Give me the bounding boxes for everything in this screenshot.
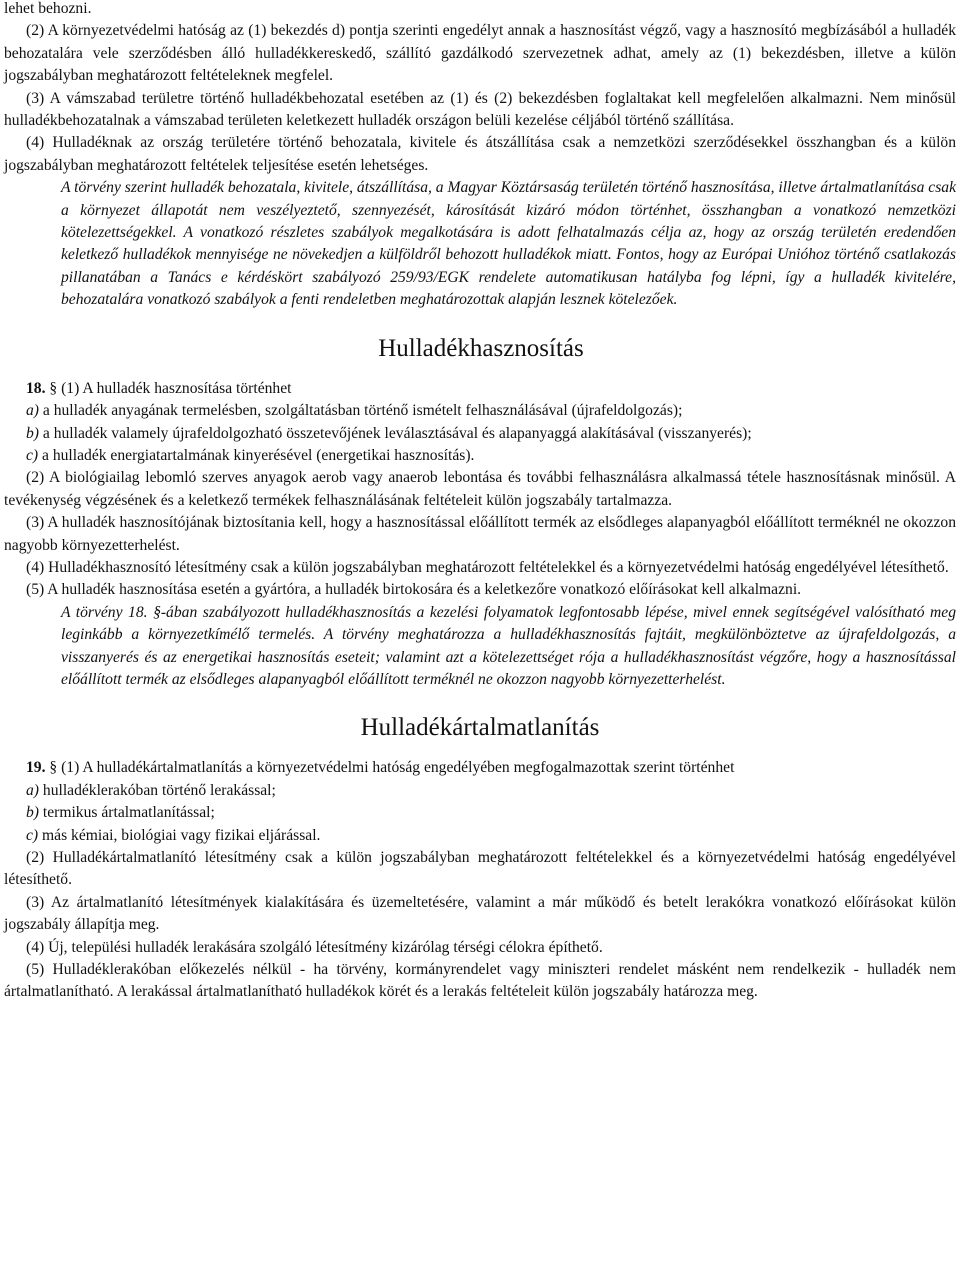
section-19-paragraph-5: (5) Hulladéklerakóban előkezelés nélkül - ha törvény, kormányrendelet vagy miniszteri rendelet másként nem rendelkezik - hulladék nem ártalmatlanítható. A lerakással ártalmatlanítható hulladékok körét és a lerakás feltételeit külön jogszabály határozza meg. xyxy=(4,961,956,1001)
section-18-item-a xyxy=(4,400,956,422)
commentary-2: A törvény 18. §-ában szabályozott hulladékhasznosítás a kezelési folyamatok legfontosabb lépése, mivel ennek segítségével valósítható meg leginkább a környezetkímélő termelés. A törvény meghatározza a hulladékhasznosítás fajtáit, megkülönböztetve az újrafeldolgozás, a visszanyerés és az energetikai hasznosítás eseteit; valamint azt a kötelezettséget rója a hulladékhasznosítást végzőre, hogy a hasznosítással előállított termék az elsődleges alapanyagból előállított terméknél ne okozzon nagyobb környezetterhelést. xyxy=(61,603,956,688)
item-label: a) xyxy=(26,402,39,420)
item-label: a) xyxy=(26,781,39,799)
item-text: a hulladék valamely újrafeldolgozható összetevőjének leválasztásával és alapanyaggá alakításával (visszanyerés); xyxy=(39,424,752,442)
section-18-paragraph-3: (3) A hulladék hasznosítójának biztosítania kell, hogy a hasznosítással előállított termék az elsődleges alapanyagból előállított terméknél ne okozzon nagyobb környezetterhelést. xyxy=(4,514,956,554)
heading-hulladekhasznositas: Hulladékhasznosítás xyxy=(378,334,584,362)
paragraph-4: (4) Hulladéknak az ország területére történő behozatala, kivitele és átszállítása csak a nemzetközi szerződésekkel összhangban és a külön jogszabályban meghatározott feltételek teljesítése esetén lehetséges. xyxy=(4,134,956,174)
section-18-intro xyxy=(4,378,956,400)
commentary-1: A törvény szerint hulladék behozatala, kivitele, átszállítása, a Magyar Köztársaság területén történő hasznosítása, illetve ártalmatlanítása csak a környezet állapotát nem veszélyeztető, szennyezését, károsítását kizáró módon történhet, összhangban a vonatkozó nemzetközi kötelezettségekkel. A vonatkozó részletes szabályok megalkotására is adott felhatalmazás célja az, hogy az ország területén eredendően keletkező hulladékok mennyisége ne növekedjen a külföldről behozott hulladékok miatt. Fontos, hogy az Európai Unióhoz történő csatlakozás pillanatában a Tanács e kérdéskört szabályozó 259/93/EGK rendelete automatikusan hatályba fog lépni, így a hulladék kivitelére, behozatalára vonatkozó szabályok a fenti rendeletben meghatározottak alapján lesznek kötelezőek. xyxy=(61,179,956,309)
paragraph-2: (2) A környezetvédelmi hatóság az (1) bekezdés d) pontja szerinti engedélyt annak a hasznosítást végző, vagy a hasznosító megbízásából a hulladék behozatalára vele szerződésben álló hulladékkereskedő, szállító gazdálkodó szervezetnek adhat, amely az (1) bekezdésben, illetve a külön jogszabályban meghatározott feltételeknek megfelel. xyxy=(4,22,956,85)
item-label: b) xyxy=(26,804,39,822)
item-text: termikus ártalmatlanítással; xyxy=(39,804,215,822)
item-text: más kémiai, biológiai vagy fizikai eljárással. xyxy=(38,826,321,844)
item-text: a hulladék anyagának termelésben, szolgáltatásban történő ismételt felhasználásával (újrafeldolgozás); xyxy=(39,402,683,420)
section-19-item-b xyxy=(4,802,956,824)
document-page xyxy=(4,0,956,1004)
section-number: 18. xyxy=(26,379,46,397)
item-text: a hulladék energiatartalmának kinyerésével (energetikai hasznosítás). xyxy=(38,446,475,464)
section-18-item-c xyxy=(4,445,956,467)
top-line: lehet behozni. xyxy=(4,0,92,17)
section-18-paragraph-4: (4) Hulladékhasznosító létesítmény csak a külön jogszabályban meghatározott feltételekkel és a környezetvédelmi hatóság engedélyével létesíthető. xyxy=(26,558,949,576)
heading-hulladekartalmatlanitas: Hulladékártalmatlanítás xyxy=(360,714,600,742)
section-19-paragraph-2: (2) Hulladékártalmatlanító létesítmény csak a külön jogszabályban meghatározott feltételekkel és a környezetvédelmi hatóság engedélyével létesíthető. xyxy=(4,849,956,889)
section-18-item-b xyxy=(4,423,956,445)
section-18-paragraph-5: (5) A hulladék hasznosítása esetén a gyártóra, a hulladék birtokosára és a keletkezőre vonatkozó előírásokat kell alkalmazni. xyxy=(26,581,802,599)
section-19-intro xyxy=(4,757,956,779)
section-18-paragraph-2: (2) A biológiailag lebomló szerves anyagok aerob vagy anaerob lebontása és további felhasználásra alkalmassá tétele hasznosításnak minősül. A tevékenység végzésének és a keletkező termékek felhasználásának feltételeit külön jogszabály tartalmazza. xyxy=(4,469,956,509)
section-intro-text: § (1) A hulladékártalmatlanítás a környezetvédelmi hatóság engedélyében megfogalmazottak szerint történhet xyxy=(45,759,735,777)
section-19-item-c xyxy=(4,825,956,847)
item-label: c) xyxy=(26,446,39,464)
section-number: 19. xyxy=(26,759,46,777)
item-text: hulladéklerakóban történő lerakással; xyxy=(39,781,276,799)
section-19-paragraph-4: (4) Új, települési hulladék lerakására szolgáló létesítmény kizárólag térségi célokra építhető. xyxy=(26,938,603,956)
item-label: b) xyxy=(26,424,39,442)
section-19-item-a xyxy=(4,780,956,802)
paragraph-3: (3) A vámszabad területre történő hulladékbehozatal esetében az (1) és (2) bekezdésben foglaltakat kell megfelelően alkalmazni. Nem minősül hulladékbehozatalnak a vámszabad területen keletkezett hulladék országon belüli kezelése céljából történő szállítása. xyxy=(4,89,956,130)
section-19-paragraph-3: (3) Az ártalmatlanító létesítmények kialakítására és üzemeltetésére, valamint a már működő és betelt lerakókra vonatkozó előírásokat külön jogszabály állapítja meg. xyxy=(4,893,956,934)
item-label: c) xyxy=(26,826,39,844)
section-intro-text: § (1) A hulladék hasznosítása történhet xyxy=(45,379,292,397)
